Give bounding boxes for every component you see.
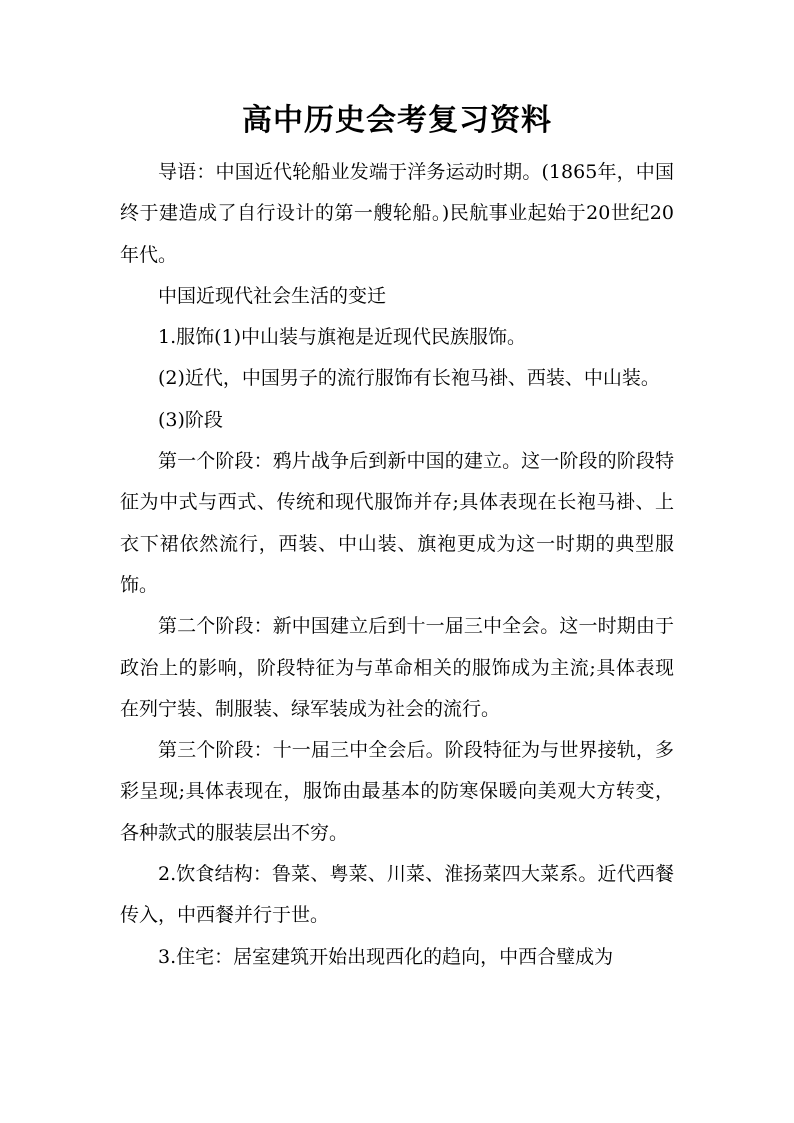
paragraph-section-heading: 中国近现代社会生活的变迁 [158,284,387,307]
paragraph-stage-2: 第二个阶段：新中国建立后到十一届三中全会。这一时期由于政治上的影响，阶段特征为与革命相关的服饰成为主流;具体表现在列宁装、制服装、绿军装成为社会的流行。 [120,615,674,720]
document-body [120,152,674,978]
paragraph-clothing-3: (3)阶段 [158,408,223,431]
paragraph-stage-1: 第一个阶段：鸦片战争后到新中国的建立。这一阶段的阶段特征为中式与西式、传统和现代服饰并存;具体表现在长袍马褂、上衣下裙依然流行，西装、中山装、旗袍更成为这一时期的典型服饰。 [120,450,674,596]
paragraph-diet: 2.饮食结构：鲁菜、粤菜、川菜、淮扬菜四大菜系。近代西餐传入，中西餐并行于世。 [120,863,674,927]
paragraph-clothing-1: 1.服饰(1)中山装与旗袍是近现代民族服饰。 [158,326,527,349]
paragraph-intro: 导语：中国近代轮船业发端于洋务运动时期。(1865年，中国终于建造成了自行设计的第一艘轮船。)民航事业起始于20世纪20年代。 [120,161,674,266]
paragraph-clothing-2: (2)近代，中国男子的流行服饰有长袍马褂、西装、中山装。 [158,367,660,390]
document-title: 高中历史会考复习资料 [242,103,552,138]
paragraph-housing: 3.住宅：居室建筑开始出现西化的趋向，中西合璧成为 [158,945,614,968]
paragraph-stage-3: 第三个阶段：十一届三中全会后。阶段特征为与世界接轨，多彩呈现;具体表现在，服饰由最基本的防寒保暖向美观大方转变，各种款式的服装层出不穷。 [120,739,674,844]
